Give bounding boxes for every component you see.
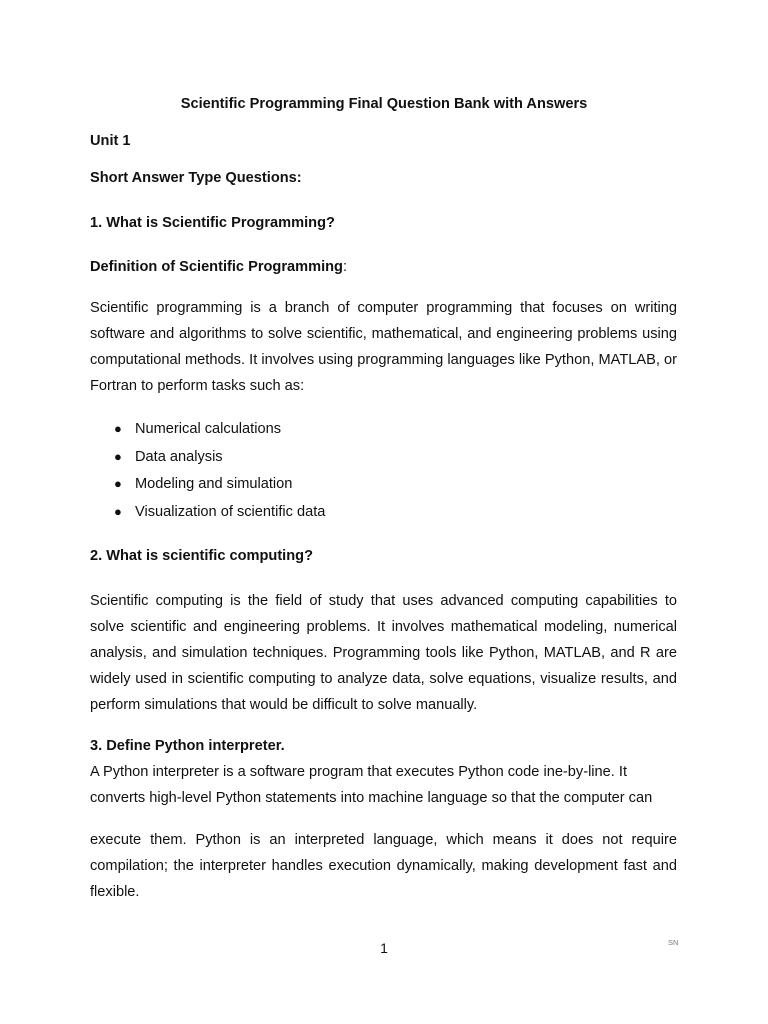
page-title: Scientific Programming Final Question Bank with Answers bbox=[180, 96, 588, 112]
question-3-answer-continued: execute them. Python is an interpreted language, which means it does not require compilation; the interpreter handles execution dynamically, making development fast and flexible. bbox=[90, 832, 677, 900]
list-item: ● Modeling and simulation bbox=[90, 473, 325, 501]
bullet-icon: ● bbox=[114, 476, 122, 492]
section-heading: Short Answer Type Questions: bbox=[90, 170, 302, 186]
bullet-icon: ● bbox=[114, 448, 122, 464]
question-2-heading: 2. What is scientific computing? bbox=[90, 548, 313, 564]
question-3-answer-line-1: A Python interpreter is a software program that executes Python code ine-by-line. It bbox=[90, 764, 628, 780]
definition-label: Definition of Scientific Programming bbox=[90, 259, 343, 275]
bullet-icon: ● bbox=[114, 504, 122, 520]
question-3-answer-line-2: converts high-level Python statements into machine language so that the computer can bbox=[90, 790, 653, 806]
list-item: ● Numerical calculations bbox=[90, 418, 325, 446]
definition-colon: : bbox=[342, 259, 348, 275]
list-item: ● Visualization of scientific data bbox=[90, 501, 325, 529]
bullet-icon: ● bbox=[114, 421, 122, 436]
definition-label-row bbox=[90, 259, 677, 275]
list-item: ● Data analysis bbox=[90, 446, 325, 474]
page-number: 1 bbox=[380, 940, 388, 956]
unit-heading: Unit 1 bbox=[90, 133, 131, 149]
footer-initials: SN bbox=[668, 938, 679, 947]
question-2-answer: Scientific computing is the field of study that uses advanced computing capabilities to solve scientific and engineering problems. It involves mathematical modeling, numerical analysis, and simulation techniques. Programming tools like Python, MATLAB, and R are widely used in scientific computing to analyze data, solve equations, visualize results, and perform simulations that would be difficult to solve manually. bbox=[90, 593, 677, 713]
question-3-heading: 3. Define Python interpreter. bbox=[90, 738, 285, 754]
question-1-answer: Scientific programming is a branch of computer programming that focuses on writing software and algorithms to solve scientific, mathematical, and engineering problems using computational methods. It involves using programming languages like Python, MATLAB, or Fortran to perform tasks such as: bbox=[90, 300, 677, 394]
question-1-bullet-list bbox=[90, 418, 325, 529]
question-1-heading: 1. What is Scientific Programming? bbox=[90, 215, 335, 231]
